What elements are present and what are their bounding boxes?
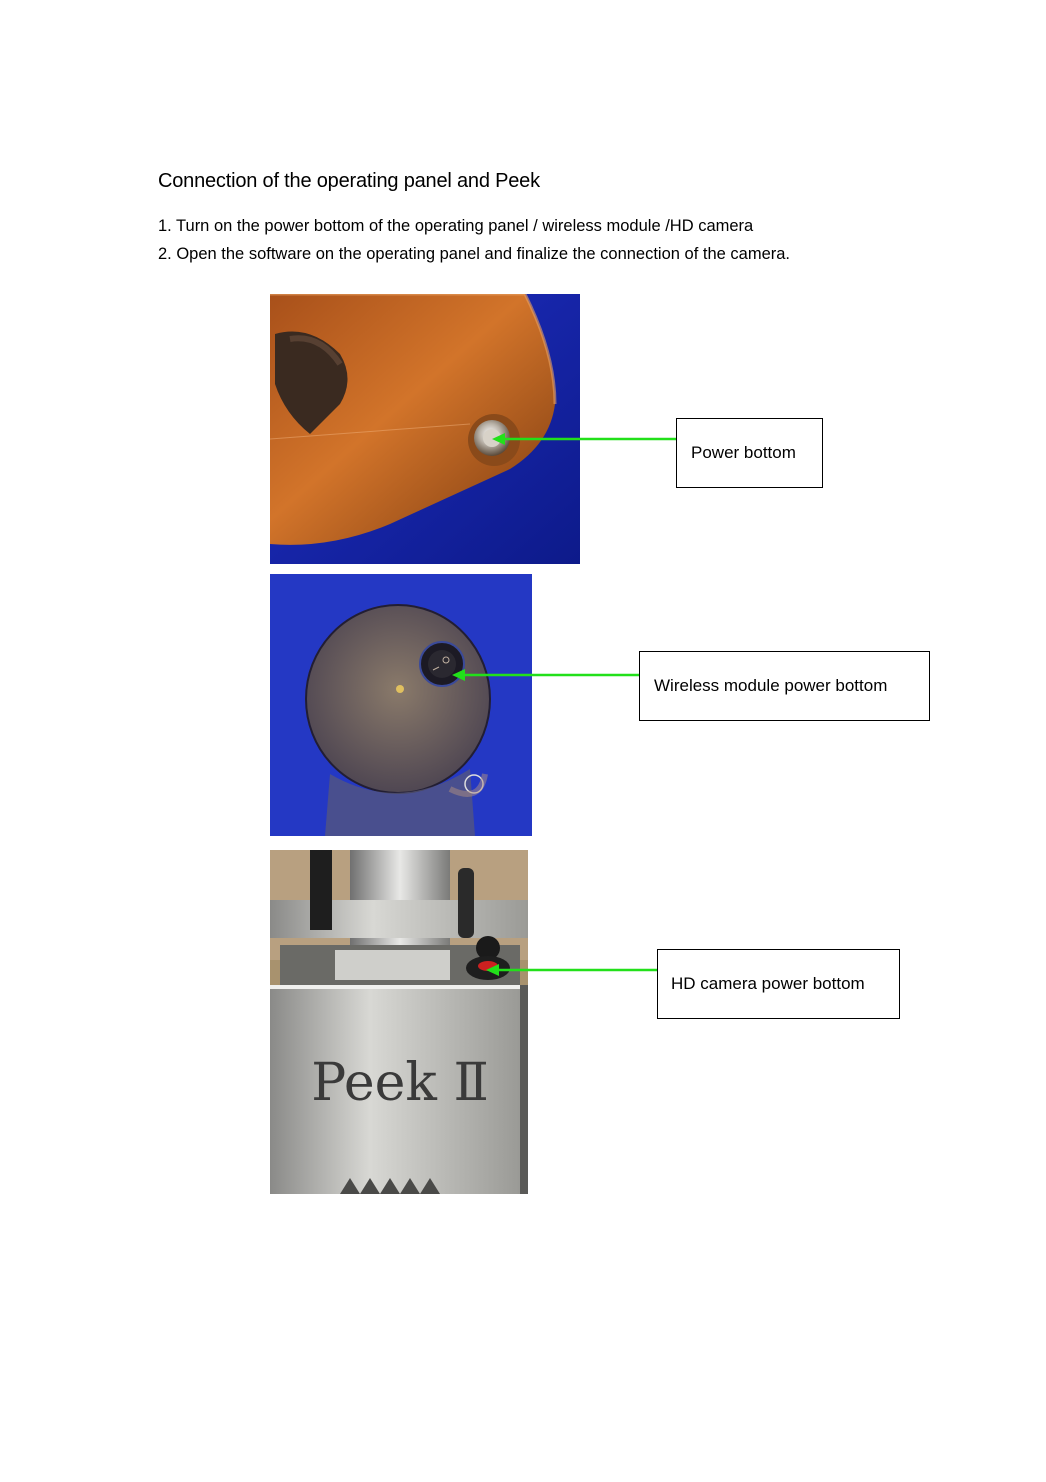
power-button-callout: Power bottom [676,418,823,488]
step-1: 1. Turn on the power bottom of the operating panel / wireless module /HD camera [158,217,754,235]
page-heading: Connection of the operating panel and Peek [158,170,540,192]
wireless-module-callout: Wireless module power bottom [639,651,930,721]
wireless-module-photo [270,574,532,836]
instruction-steps [158,212,790,268]
hd-camera-photo [270,850,528,1194]
peek-ii-plate-text: Peek Ⅱ [311,1053,489,1113]
step-2: 2. Open the software on the operating panel and finalize the connection of the camera. [158,245,791,263]
hd-camera-callout: HD camera power bottom [657,949,900,1019]
operating-panel-photo [270,294,580,564]
